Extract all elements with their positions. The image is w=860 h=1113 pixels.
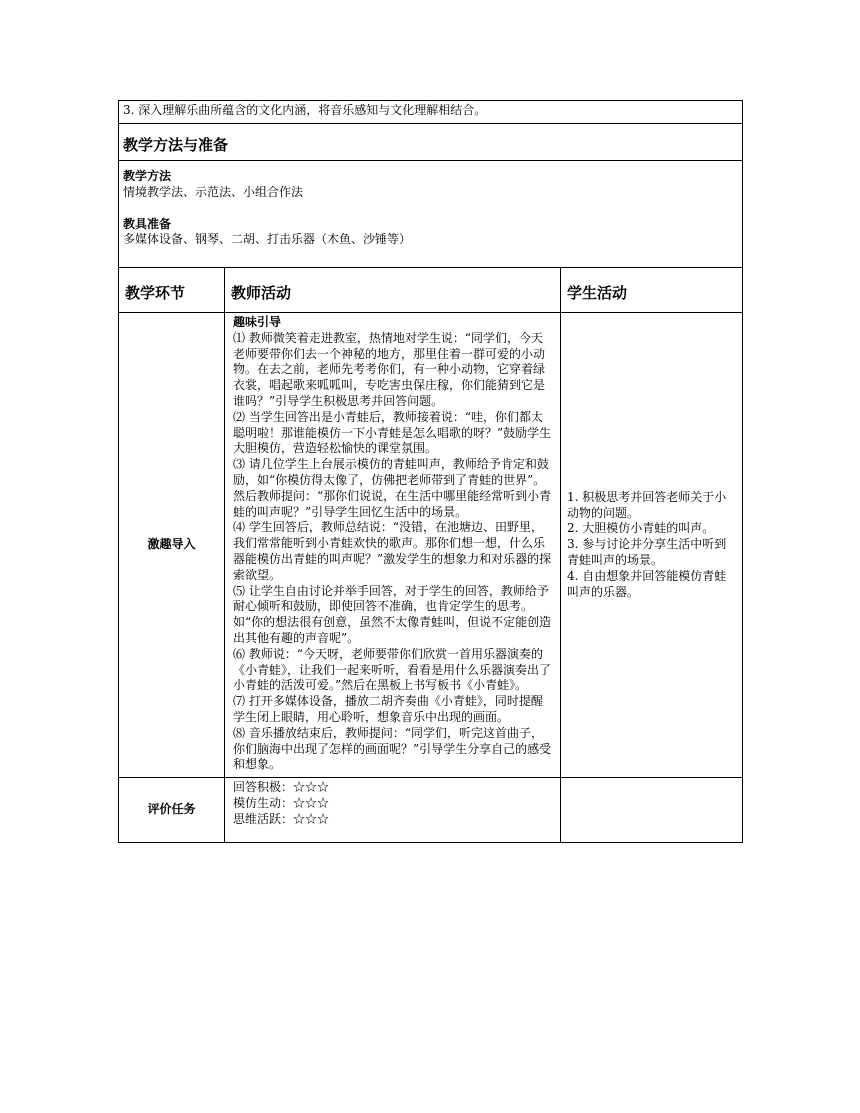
tools-label: 教具准备 <box>123 216 172 231</box>
teacher-activity-cell <box>225 313 561 778</box>
methods-content-row <box>119 161 743 268</box>
intro-row <box>119 313 743 778</box>
lesson-plan-table <box>118 100 743 843</box>
methods-title-row <box>119 124 743 161</box>
stage-evaluation: 评价任务 <box>119 778 225 843</box>
teacher-step-7: ⑺ 打开多媒体设备，播放二胡齐奏曲《小青蛙》，同时提醒学生闭上眼睛，用心聆听，想象音乐中出现的画面。 <box>233 694 543 724</box>
teacher-step-5: ⑸ 让学生自由讨论并举手回答，对于学生的回答，教师给予耐心倾听和鼓励，即使回答不准确，也肯定学生的思考。如“你的想法很有创意，虽然不太像青蛙叫，但说不定能创造出其他有趣的声音呢”。 <box>233 583 552 645</box>
method-text: 情境教学法、示范法、小组合作法 <box>123 184 304 199</box>
methods-content <box>119 161 743 268</box>
teacher-step-8: ⑻ 音乐播放结束后，教师提问：“同学们，听完这首曲子，你们脑海中出现了怎样的画面呢？”引导学生分享自己的感受和想象。 <box>233 725 552 772</box>
student-item-4: 4. 自由想象并回答能模仿青蛙叫声的乐器。 <box>567 568 727 599</box>
teacher-step-3: ⑶ 请几位学生上台展示模仿的青蛙叫声，教师给予肯定和鼓励，如“你模仿得太像了，仿佛把老师带到了青蛙的世界”。然后教师提问：“那你们说说，在生活中哪里能经常听到小青蛙的叫声呢？”引导学生回忆生活中的场景。 <box>233 457 552 519</box>
student-item-1: 1. 积极思考并回答老师关于小动物的问题。 <box>567 489 727 520</box>
student-item-3: 3. 参与讨论并分享生活中听到青蛙叫声的场景。 <box>567 537 727 567</box>
goal-row <box>119 101 743 124</box>
evaluation-item-3: 思维活跃：☆☆☆ <box>233 811 330 826</box>
tools-text: 多媒体设备、钢琴、二胡、打击乐器（木鱼、沙锤等） <box>123 232 412 247</box>
evaluation-row <box>119 778 743 843</box>
stage-intro: 激趣导入 <box>119 313 225 778</box>
evaluation-empty-cell <box>561 778 743 843</box>
section-title-methods: 教学方法与准备 <box>119 124 743 161</box>
goal-item-3: 3. 深入理解乐曲所蕴含的文化内涵，将音乐感知与文化理解相结合。 <box>119 101 743 124</box>
activity-header-row <box>119 268 743 313</box>
method-label: 教学方法 <box>123 169 172 183</box>
teacher-step-2: ⑵ 当学生回答出是小青蛙后，教师接着说：“哇，你们都太聪明啦！那谁能模仿一下小青蛙是怎么唱歌的呀？”鼓励学生大胆模仿，营造轻松愉快的课堂氛围。 <box>233 409 552 456</box>
student-activity-cell <box>561 313 743 778</box>
teacher-step-4: ⑷ 学生回答后，教师总结说：“没错，在池塘边、田野里，我们常常能听到小青蛙欢快的歌声。那你们想一想，什么乐器能模仿出青蛙的叫声呢？”激发学生的想象力和对乐器的探索欲望。 <box>233 520 552 582</box>
header-student: 学生活动 <box>561 268 743 313</box>
evaluation-item-1: 回答积极：☆☆☆ <box>233 780 330 795</box>
lesson-plan-document <box>118 100 742 843</box>
teacher-activity-title: 趣味引导 <box>233 315 282 329</box>
student-item-2: 2. 大胆模仿小青蛙的叫声。 <box>567 521 715 536</box>
evaluation-items-cell <box>225 778 561 843</box>
teacher-step-1: ⑴ 教师微笑着走进教室，热情地对学生说：“同学们，今天老师要带你们去一个神秘的地方，那里住着一群可爱的小动物。在去之前，老师先考考你们，有一种小动物，它穿着绿衣裳，唱起歌来呱呱叫，专吃害虫保庄稼，你们能猜到它是谁吗？”引导学生积极思考并回答问题。 <box>233 330 546 408</box>
evaluation-item-2: 模仿生动：☆☆☆ <box>233 795 330 810</box>
header-stage: 教学环节 <box>119 268 225 313</box>
teacher-step-6: ⑹ 教师说：“今天呀，老师要带你们欣赏一首用乐器演奏的《小青蛙》，让我们一起来听听，看看是用什么乐器演奏出了小青蛙的活泼可爱。”然后在黑板上书写板书《小青蛙》。 <box>233 646 552 693</box>
header-teacher: 教师活动 <box>225 268 561 313</box>
